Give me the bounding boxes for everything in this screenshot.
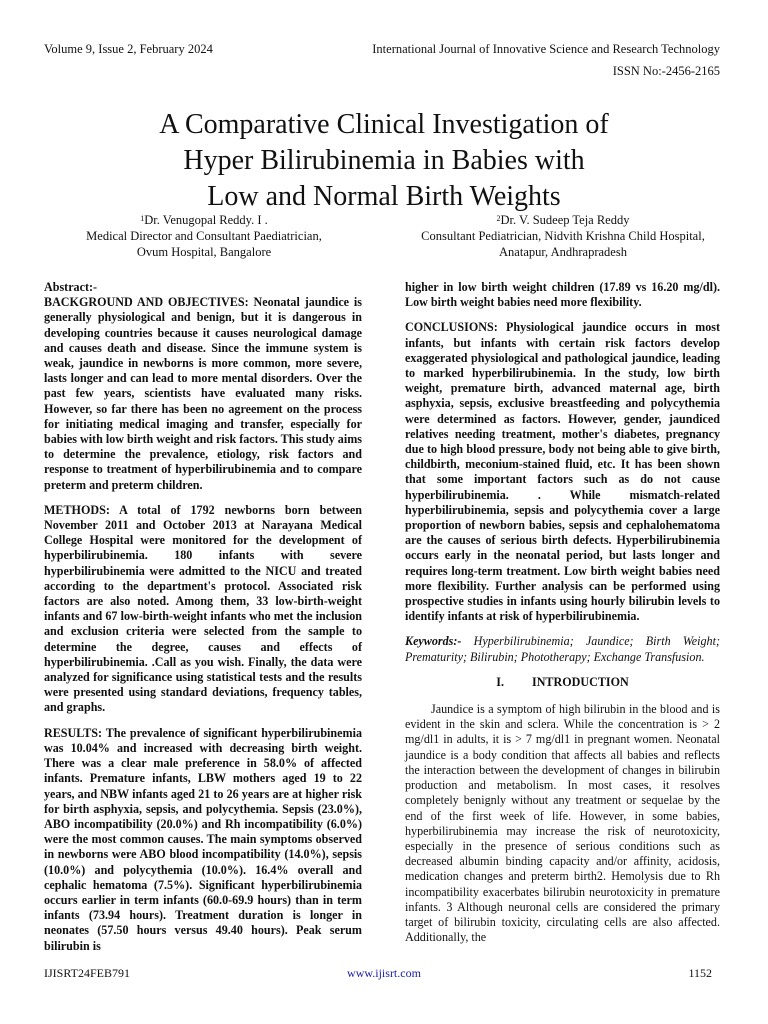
author-affiliation: Consultant Pediatrician, Nidvith Krishna Child Hospital, [421,229,705,243]
introduction-paragraph: Jaundice is a symptom of high bilirubin in the blood and is evident in the skin and sclera. While the concentration is > 2 mg/dl1 in adults, it is > 7 mg/dl1 in pregnant women. Neonatal jaundice is a body condition that affects all babies and reflects the interaction between the development of changes in bilirubin production and metabolism. In most cases, it resolves completely benignly without any treatment or sequelae by the end of the first week of life. However, in some babies, hyperbilirubinemia may increase the risk of neurotoxicity, especially in the presence of serious conditions such as decreased albumin binding capacity and/or affinity, acidosis, medication changes and preterm birth2. Hemolysis due to Rh incompatibility exacerbates bilirubin neurotoxicity in premature infants. 3 Although neuronal cells are considered the primary target of bilirubin toxicity, circulating cells are also affected. Additionally, the [405,702,720,945]
author-superscript: 1 [140,214,145,223]
author-superscript: 2 [496,214,501,223]
title-line: Low and Normal Birth Weights [207,180,561,212]
author-affiliation: Ovum Hospital, Bangalore [136,245,272,259]
author-block [398,212,728,260]
author-block [44,212,364,260]
abstract-background: BACKGROUND AND OBJECTIVES: Neonatal jaundice is generally physiological and benign, but it is dangerous in developing countries because it causes neurological damage and causes death and disease. Since the immune system is weak, jaundice in newborns is more common, more severe, lasts longer and can lead to more mental disorders. Over the past few years, scientists have evaluated many risks. However, so far there has been no agreement on the process for initiating medical imaging and transfer, especially for babies with low birth weight and risk factors. This study aims to determine the prevalence, etiology, risk factors and response to treatment of hyperbilirubinemia and to compare preterm and preterm children. [44,295,362,492]
abstract-methods: METHODS: A total of 1792 newborns born between November 2011 and October 2013 at Narayana Medical College Hospital were monitored for the development of hyperbilirubinemia. 180 infants with severe hyperbilirubinemia were admitted to the NICU and treated according to the department's protocol. Associated risk factors are also noted. Among them, 33 low-birth-weight infants and 67 low-birth-weight infants who met the inclusion and exclusion criteria were selected from the sample to determine the degree, causes and effects of hyperbilirubinemia. .Call as you wish. Finally, the data were analyzed for significance using statistical tests and the results were presented using standard deviations, frequency tables, and graphs. [44,502,362,715]
author-affiliation: Anatapur, Andhrapradesh [499,245,627,259]
section-title: INTRODUCTION [531,674,629,689]
section-heading [405,675,720,690]
title-line: A Comparative Clinical Investigation of [159,108,609,140]
footer-page-number: 1152 [688,966,712,980]
keywords-text: Hyperbilirubinemia; Jaundice; Birth Weight; Prematurity; Bilirubin; Phototherapy; Exchange Transfusion. [405,634,720,664]
left-column [44,280,362,964]
abstract-results: RESULTS: The prevalence of significant hyperbilirubinemia was 10.04% and increased with decreasing birth weight. There was a clear male preference in 58.0% of affected infants. Premature infants, LBW mothers aged 19 to 22 years, and NBW infants aged 21 to 26 years are at higher risk for birth asphyxia, sepsis, and polycythemia. Sepsis (23.0%), ABO incompatibility (20.0%) and Rh incompatibility (6.0%) were the most common causes. The main symptoms observed in newborns were ABO blood incompatibility (14.0%), sepsis (10.0%) and polycythemia (10.0%). 16.4% overall and cephalic hematoma (7.5%). Significant hyperbilirubinemia occurs earlier in term infants (60.0-69.9 hours) than in term infants (73.94 hours). Treatment duration is longer in neonates (57.50 hours versus 49.40 hours). Peak serum bilirubin is [44,725,362,953]
paper-title [80,107,688,215]
author-name: Dr. Venugopal Reddy. I . [144,213,268,227]
title-line: Hyper Bilirubinemia in Babies with [183,144,585,176]
abstract-heading: Abstract:- [44,280,98,294]
abstract-conclusions: CONCLUSIONS: Physiological jaundice occurs in most infants, but infants with certain risk factors develop exaggerated physiological and pathological jaundice, leading to marked hyperbilirubinemia. In the study, low birth weight, premature birth, advanced maternal age, birth asphyxia, sepsis, exclusive breastfeeding and polycythemia were determined as factors. However, gender, jaundiced relatives needing treatment, mother's diabetes, pregnancy due to high blood pressure, body not being able to give birth, childbirth, meconium-stained fluid, etc. It has been shown that some important factors such as do not cause hyperbilirubinemia. . While mismatch-related hyperbilirubinemia, sepsis and polycythemia cover a large proportion of newborn babies, sepsis and cephalohematoma are the causes of serious birth defects. Hyperbilirubinemia occurs early in the neonatal period, but lasts longer and requires long-term treatment. Low birth weight babies need more flexibility. Further analysis can be performed using prospective studies in infants using hourly bilirubin levels to identify infants at risk of hyperbilirubinemia. [405,320,720,624]
right-column [405,280,720,955]
author-name: Dr. V. Sudeep Teja Reddy [500,213,630,227]
volume-issue: Volume 9, Issue 2, February 2024 [44,42,213,56]
section-number: I. [496,674,504,689]
footer-url[interactable]: www.ijisrt.com [347,966,421,980]
keywords [405,634,720,664]
journal-name: International Journal of Innovative Science and Research Technology [372,42,720,56]
abstract-results-continued: higher in low birth weight children (17.89 vs 16.20 mg/dl). Low birth weight babies need more flexibility. [405,280,720,310]
keywords-label: Keywords:- [405,634,462,649]
issn: ISSN No:-2456-2165 [612,64,720,78]
footer-paper-id: IJISRT24FEB791 [44,966,130,980]
author-affiliation: Medical Director and Consultant Paediatrician, [86,229,322,243]
